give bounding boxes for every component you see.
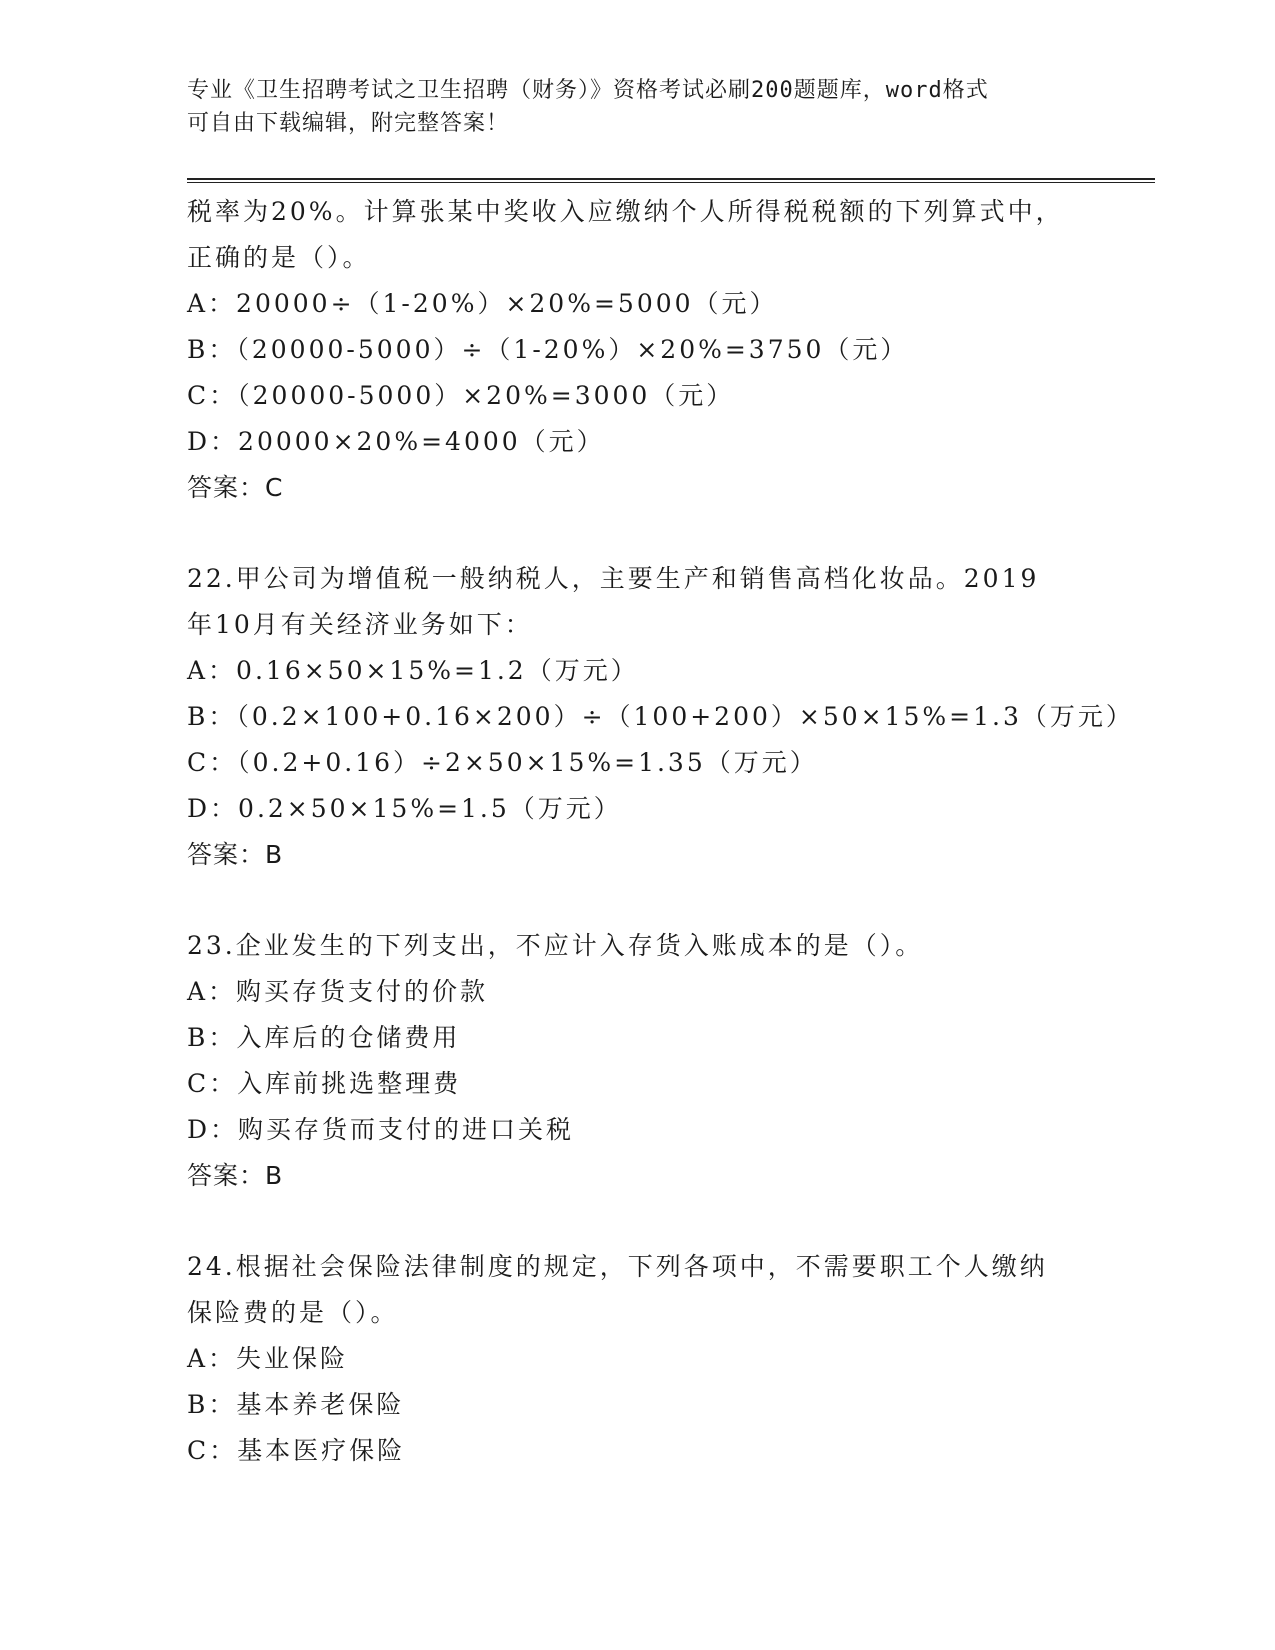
- option-c: C：基本医疗保险: [187, 1436, 406, 1465]
- question-stem-line: 22.甲公司为增值税一般纳税人，主要生产和销售高档化妆品。2019: [187, 564, 1040, 593]
- option-b: B：基本养老保险: [187, 1390, 405, 1419]
- question-spacer: [187, 878, 1147, 923]
- page-header: [187, 74, 1087, 140]
- option-a: A：20000÷（1-20%）×20%=5000（元）: [187, 289, 778, 318]
- question-23: [187, 923, 1147, 1199]
- question-24: [187, 1244, 1147, 1474]
- question-stem-line: 24.根据社会保险法律制度的规定，下列各项中，不需要职工个人缴纳: [187, 1252, 1048, 1281]
- option-d: D：购买存货而支付的进口关税: [187, 1115, 575, 1144]
- question-21: [187, 189, 1147, 511]
- header-line-1: 专业《卫生招聘考试之卫生招聘（财务）》资格考试必刷200题题库，word格式: [187, 78, 989, 103]
- option-b: B：入库后的仓储费用: [187, 1023, 461, 1052]
- header-line-2: 可自由下载编辑，附完整答案！: [187, 111, 510, 136]
- question-spacer: [187, 1199, 1147, 1244]
- option-a: A：购买存货支付的价款: [187, 977, 489, 1006]
- header-divider: [187, 178, 1155, 183]
- answer-label: 答案：C: [187, 473, 284, 502]
- question-spacer: [187, 511, 1147, 556]
- option-d: D：20000×20%=4000（元）: [187, 427, 605, 456]
- question-stem-line: 保险费的是（）。: [187, 1298, 399, 1327]
- option-a: A：失业保险: [187, 1344, 349, 1373]
- option-d: D：0.2×50×15%=1.5（万元）: [187, 794, 622, 823]
- answer-label: 答案：B: [187, 1161, 284, 1190]
- option-b: B：（20000-5000）÷（1-20%）×20%=3750（元）: [187, 335, 909, 364]
- question-list: [187, 189, 1147, 1474]
- option-c: C：（20000-5000）×20%=3000（元）: [187, 381, 735, 410]
- question-stem-line: 税率为20%。计算张某中奖收入应缴纳个人所得税税额的下列算式中，: [187, 197, 1064, 226]
- option-c: C：（0.2+0.16）÷2×50×15%=1.35（万元）: [187, 748, 818, 777]
- option-c: C：入库前挑选整理费: [187, 1069, 462, 1098]
- option-a: A：0.16×50×15%=1.2（万元）: [187, 656, 639, 685]
- option-b: B：（0.2×100+0.16×200）÷（100+200）×50×15%=1.3（万元）: [187, 702, 1134, 731]
- question-stem-line: 23.企业发生的下列支出，不应计入存货入账成本的是（）。: [187, 931, 924, 960]
- question-22: [187, 556, 1147, 878]
- question-stem-line: 正确的是（）。: [187, 243, 371, 272]
- answer-label: 答案：B: [187, 840, 284, 869]
- question-stem-line: 年10月有关经济业务如下：: [187, 610, 533, 639]
